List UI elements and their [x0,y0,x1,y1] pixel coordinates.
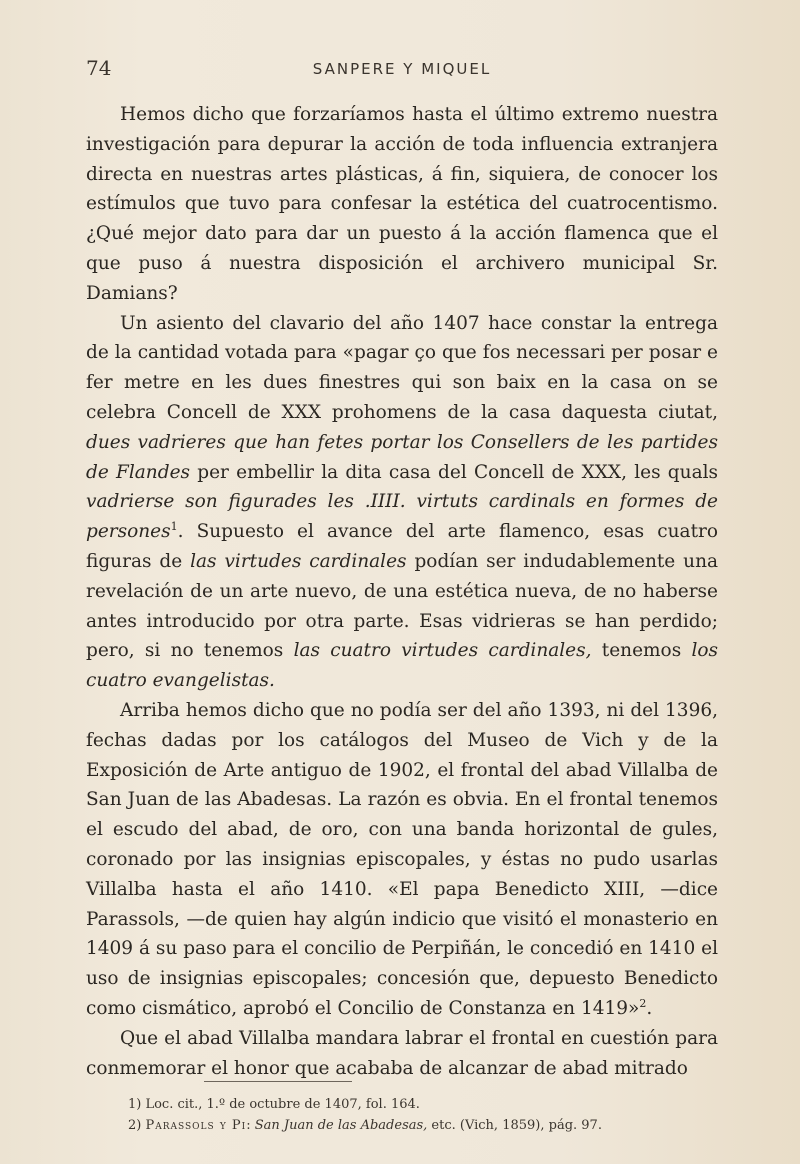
footnote-rule [204,1081,352,1082]
p2-italic-virtudes: las virtudes cardinales [190,550,407,572]
footnote-2-title: San Juan de las Abadesas, [254,1118,428,1133]
p2-text-c: per embellir la dita casa del Concell de XXX, les quals [190,461,719,483]
footnote-2-rest: etc. (Vich, 1859), pág. 97. [427,1118,602,1133]
p2-text-a: Un asiento del clavario del año 1407 hace constar la entrega de la cantidad votada para «pagar ço que fos necessari per posar e fer metre en les dues finestres qui son baix en la casa on se celebra Concell de XXX prohomens de la casa daquesta ciutat, [86,312,718,423]
paragraph-1: Hemos dicho que forzaríamos hasta el último extremo nuestra investigación para depurar la acción de toda influencia extranjera directa en nuestras artes plásticas, á fin, siquiera, de conocer los estímulos que tuvo para confesar la estética del cuatrocentismo. ¿Qué mejor dato para dar un puesto á la acción flamenca que el que puso á nuestra disposición el archivero municipal Sr. Damians? [86,104,718,304]
p2-italic-cuatro-virtudes: las cuatro virtudes cardinales, [293,640,592,662]
body-text [86,100,718,1083]
footnote-2-author: Parassols y Pi [145,1118,247,1133]
footnote-2-num: 2) [128,1118,146,1133]
paragraph-4: Que el abad Villalba mandara labrar el frontal en cuestión para conmemorar el honor que acababa de alcanzar de abad mitrado [86,1027,718,1079]
footnote-2 [86,1115,718,1136]
footnotes [86,1094,718,1136]
p3-text-a: Arriba hemos dicho que no podía ser del año 1393, ni del 1396, fechas dadas por los catálogos del Museo de Vich y de la Exposición de Arte antiguo de 1902, el frontal del abad Villalba de San Juan de las Abadesas. La razón es obvia. En el frontal tenemos el escudo del abad, de oro, con una banda horizontal de gules, coronado por las insignias episcopales, y éstas no pudo usarlas Villalba hasta el año 1410. «El papa Benedicto XIII, —dice Parassols, —de quien hay algún indicio que visitó el monasterio en 1409 á su paso para el concilio de Perpiñán, le concedió en 1410 el uso de insignias episcopales; concesión que, depuesto Benedicto como cismático, aprobó el Concilio de Constanza en 1419» [86,699,718,1019]
footnote-ref-1: 1 [170,520,178,533]
p2-italic-evangelistas: los cuatro evangelistas. [86,640,719,692]
running-head: SANPERE Y MIQUEL [312,60,492,78]
footnote-2-sep: : [246,1118,255,1133]
page-number: 74 [86,56,112,80]
p2-quote-italic-1: dues vadrieres que han fetes portar los Consellers de les partides de Flandes [86,431,718,483]
p2-text-h: podían ser indudablemente una revelación de un arte nuevo, de una estética nueva, de no haberse antes introducido por otra parte. Esas vidrieras se han perdido; pero, si no tenemos [86,550,719,662]
paragraph-3 [86,696,718,1024]
p2-text-j: tenemos [591,640,692,662]
p2-quote-italic-2: vadrierse son figurades les .IIII. virtuts cardinals en formes de persones [86,491,718,543]
page-header [86,56,718,86]
p3-text-c: . [646,997,653,1019]
footnote-ref-2: 2 [639,996,647,1010]
paragraph-2 [86,309,718,696]
p2-text-f: . Supuesto el avance del arte flamenco, esas cuatro figuras de [86,521,718,572]
footnote-1: 1) Loc. cit., 1.º de octubre de 1407, fol. 164. [128,1097,420,1112]
